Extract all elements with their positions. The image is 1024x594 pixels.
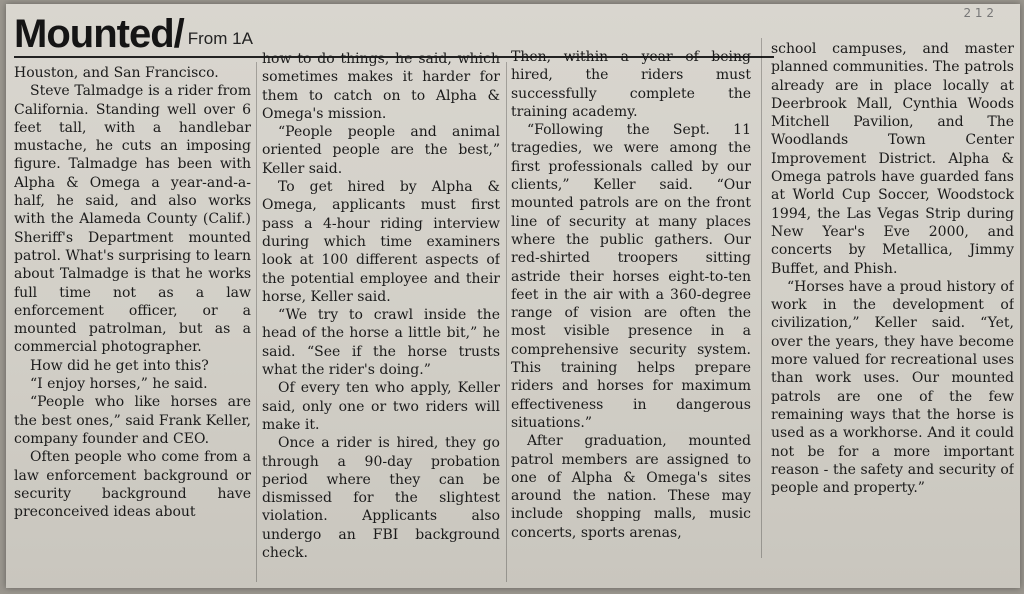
paragraph: Houston, and San Francisco. [14,65,219,81]
paragraph: school campuses, and master planned communities. The patrols already are in place locally at Deerbrook Mall, Cynthia Woods Mitchell Pavilion, and The Woodlands Town Center Improvement District. Alpha & Omega patrols have guarded fans at World Cup Soccer, Woodstock 1994, the Las Vegas Strip during New Year's Eve 2000, and concerts by Metallica, Jimmy Buffet, and Phish. [771,41,1014,277]
paragraph: how to do things, he said, which sometimes makes it harder for them to catch on to Alpha & Omega's mission. [262,51,500,122]
jump-line: From 1A [187,29,253,48]
headline: Mounted/ [14,12,184,56]
column-divider [761,38,762,558]
paragraph: “I enjoy horses,” he said. [30,376,208,393]
paragraph: Then, within a year of being hired, the riders must successfully complete the training academy. [511,49,751,120]
paragraph: “Horses have a proud history of work in the development of civilization,” Keller said. “Yet, over the years, they have become more valued for recreational uses than work uses. Our mounted patrols are one of the few remaining ways that the horse is used as a workhorse. And it could not be for a more important reason - the safety and security of people and property.” [771,278,1014,497]
newspaper-clipping [6,4,1020,588]
paragraph: “People people and animal oriented people are the best,” Keller said. [262,124,500,177]
column-3 [511,48,751,568]
paragraph: “Following the Sept. 11 tragedies, we were among the first professionals called by our clients,” Keller said. “Our mounted patrols are on the front line of security at many places where the public gathers. Our red-shirted troopers sitting astride their horses eight-to-ten feet in the air with a 360-degree range of vision are often the most visible presence in a comprehensive security system. This training helps prepare riders and horses for maximum effectiveness in dangerous situations.” [511,122,751,431]
column-2 [262,50,500,570]
paragraph: “We try to crawl inside the head of the horse a little bit,” he said. “See if the horse trusts what the rider's doing.” [262,307,500,379]
paragraph: After graduation, mounted patrol members are assigned to one of Alpha & Omega's sites around the nation. These may include shopping malls, music concerts, sports arenas, [511,433,751,541]
column-divider [256,62,257,582]
paragraph: Steve Talmadge is a rider from California. Standing well over 6 feet tall, with a handlebar mustache, he cuts an imposing figure. Talmadge has been with Alpha & Omega a year-and-a-half, he said, and also works with the Alameda County (Calif.) Sheriff's Department mounted patrol. What's surprising to learn about Talmadge is that he works full time not as a law enforcement officer, or a mounted patrolman, but as a commercial photographer. [14,83,251,356]
paragraph: How did he get into this? [30,357,209,374]
paragraph: Once a rider is hired, they go through a 90-day probation period where they can be dismissed for the slightest violation. Applicants also undergo an FBI background check. [262,435,500,562]
column-1 [14,64,251,584]
column-4 [771,40,1014,560]
paragraph: Of every ten who apply, Keller said, only one or two riders will make it. [262,380,500,433]
paragraph: “People who like horses are the best ones,” said Frank Keller, company founder and CEO. [14,394,251,447]
paragraph: To get hired by Alpha & Omega, applicants must first pass a 4-hour riding interview during which time examiners look at 100 different aspects of the potential employee and their horse, Keller said. [262,179,500,305]
page-mark: 2 1 2 [963,6,994,20]
column-divider [506,62,507,582]
paragraph: Often people who come from a law enforcement background or security background have preconceived ideas about [14,449,251,521]
